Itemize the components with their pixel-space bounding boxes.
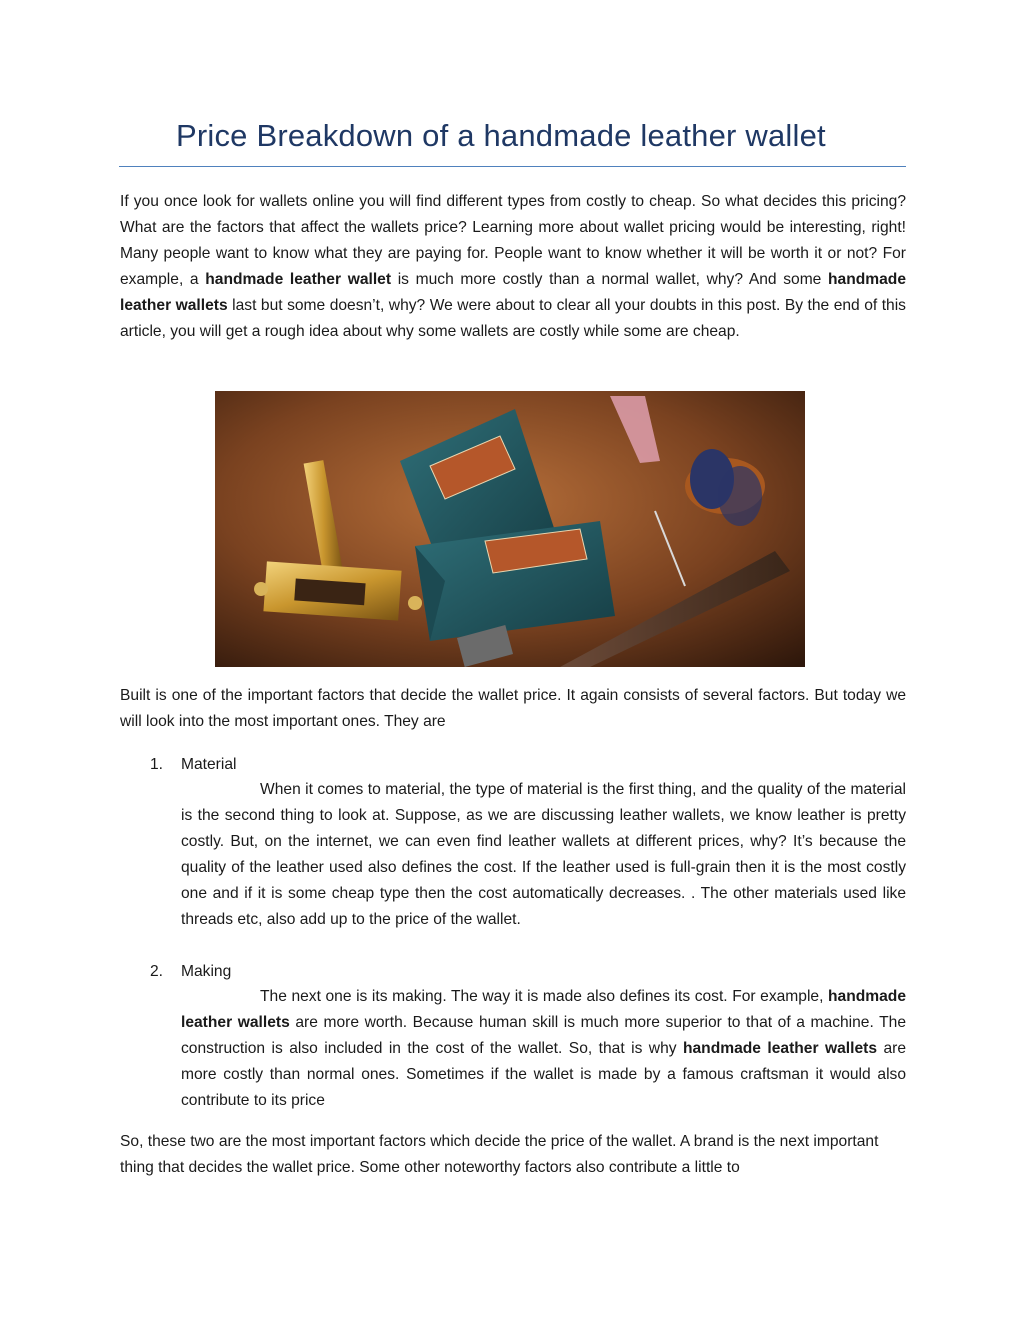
list-heading-material: Material [181,756,237,773]
bold-keyword: handmade leather wallets [181,988,906,1031]
list-body-making [181,984,906,1114]
leather-wallet-tools-photo [215,391,805,667]
text-run: is much more costly than a normal wallet, why? And some [391,271,829,288]
list-marker-1: 1. [150,756,164,773]
list-marker-2: 2. [150,963,164,980]
text-run: last but some doesn’t, why? We were about to clear all your doubts in this post. By the end of this article, you will get a rough idea about why some wallets are costly while some are cheap. [120,297,906,340]
title-underline [119,166,906,167]
page-title: Price Breakdown of a handmade leather wallet [176,118,826,153]
list-body-material [181,777,906,933]
intro-paragraph [120,189,906,345]
closing-paragraph: So, these two are the most important factors which decide the price of the wallet. A brand is the next important thing that decides the wallet price. Some other noteworthy factors also contribute a little to [120,1133,879,1176]
text-run: If you once look for wallets online you will find different types from costly to cheap. So what decides this pricing? What are the factors that affect the wallets price? Learning more about wallet pricing would be interesting, right! Many people want to know what they are paying for. People want to know whether it will be worth it or not? For example, a [120,193,906,288]
text-run: When it comes to material, the type of material is the first thing, and the quality of the material is the second thing to look at. Suppose, as we are discussing leather wallets, we know leather is pretty costly. But, on the internet, we can even find leather wallets at different prices, why? It’s because the quality of the leather used also defines the cost. If the leather used is full-grain then it is the most costly one and if it is some cheap type then the cost automatically decreases. . The other materials used like threads etc, also add up to the price of the wallet. [181,781,906,928]
list-heading-making: Making [181,963,232,980]
bold-keyword: handmade leather wallets [120,271,906,314]
text-run: are more worth. Because human skill is much more superior to that of a machine. The construction is also included in the cost of the wallet. So, that is why [181,1014,906,1057]
text-run: The next one is its making. The way it is made also defines its cost. For example, [260,988,829,1005]
bold-keyword: handmade leather wallet [205,271,392,288]
built-paragraph: Built is one of the important factors that decide the wallet price. It again consists of several factors. But today we will look into the most important ones. They are [120,687,906,730]
text-run: are more costly than normal ones. Sometimes if the wallet is made by a famous craftsman it would also contribute to its price [181,1040,906,1109]
bold-keyword: handmade leather wallets [682,1040,878,1057]
